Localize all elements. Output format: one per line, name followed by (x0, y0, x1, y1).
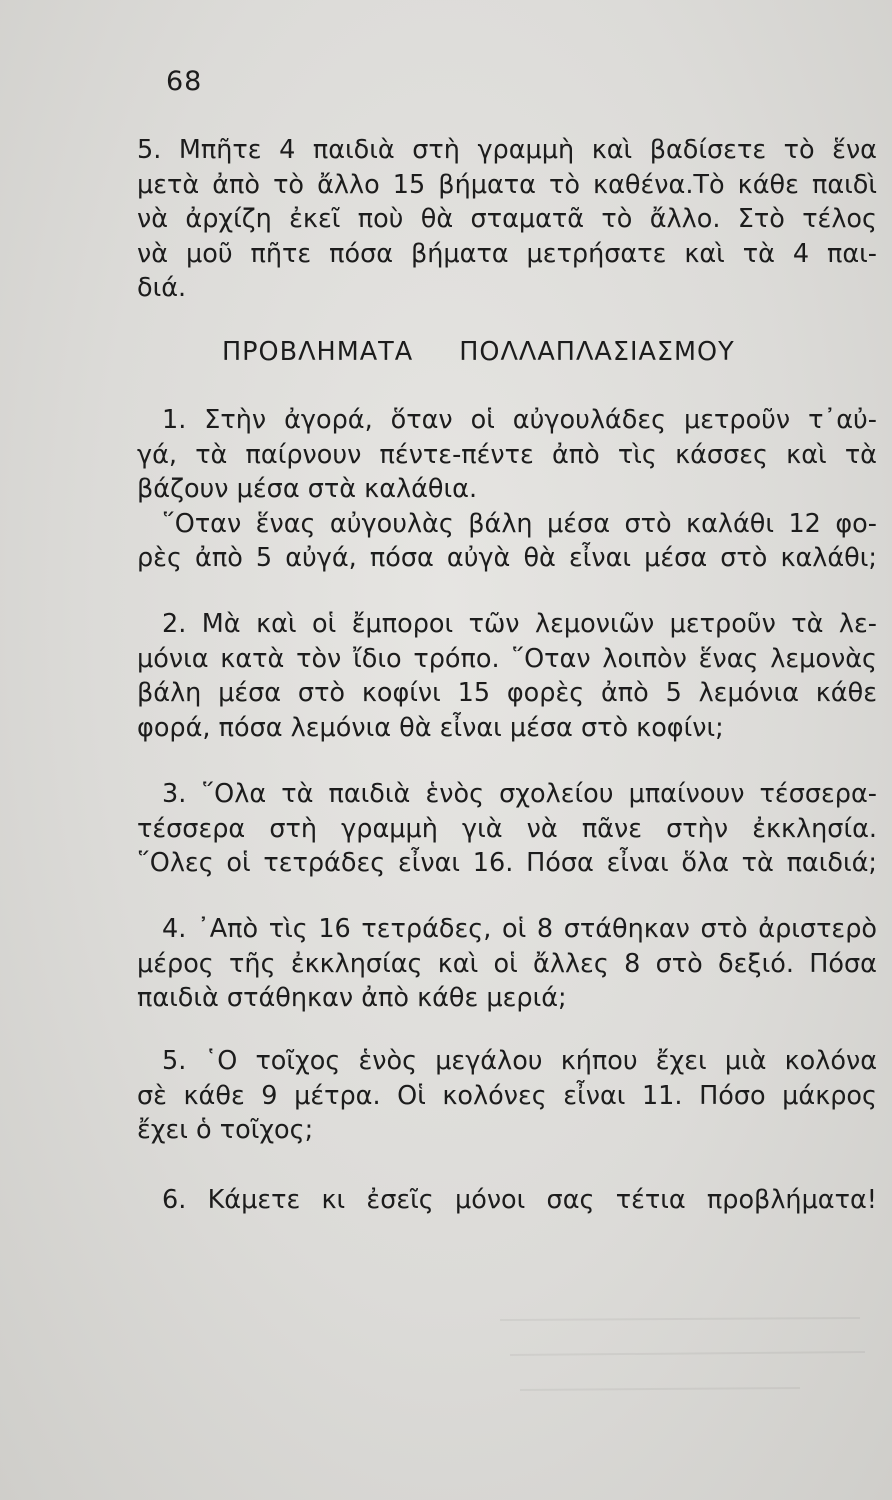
text-line: παιδιὰ στάθηκαν ἀπὸ κάθε μεριά; (137, 983, 567, 1013)
text-line: 5. ῾Ο τοῖχος ἑνὸς μεγάλου κήπου ἔχει μιὰ κολόνα (162, 1046, 877, 1076)
text-line: βάλη μέσα στὸ κοφίνι 15 φορὲς ἀπὸ 5 λεμόνια κάθε (137, 678, 877, 708)
problem-6 (137, 1183, 877, 1218)
section-heading (222, 337, 735, 367)
text-line: 4. ᾽Απὸ τὶς 16 τετράδες, οἱ 8 στάθηκαν στὸ ἀριστερὸ (162, 914, 877, 944)
text-line: 3. ῞Ολα τὰ παιδιὰ ἑνὸς σχολείου μπαίνουν τέσσερα- (162, 779, 877, 809)
text-line: φορά, πόσα λεμόνια θὰ εἶναι μέσα στὸ κοφίνι; (137, 712, 724, 743)
text-line: ρὲς ἀπὸ 5 αὐγά, πόσα αὐγὰ θὰ εἶναι μέσα στὸ καλάθι; (137, 543, 877, 573)
text-line: γά, τὰ παίρνουν πέντε-πέντε ἀπὸ τὶς κάσσες καὶ τὰ (137, 439, 877, 470)
text-line: ῞Οταν ἕνας αὐγουλὰς βάλη μέσα στὸ καλάθι 12 φο- (162, 508, 877, 539)
text-line: 6. Κάμετε κι ἐσεῖς μόνοι σας τέτια προβλήματα! (162, 1185, 877, 1215)
text-line: σὲ κάθε 9 μέτρα. Οἱ κολόνες εἶναι 11. Πόσο μάκρος (137, 1080, 877, 1111)
problem-2 (137, 607, 877, 745)
bleed-through-texture (500, 1300, 870, 1420)
text-line: 5. Μπῆτε 4 παιδιὰ στὴ γραμμὴ καὶ βαδίσετε τὸ ἕνα (137, 135, 877, 165)
text-line: νὰ μοῦ πῆτε πόσα βήματα μετρήσατε καὶ τὰ 4 παι- (137, 238, 877, 269)
intro-exercise (137, 133, 877, 306)
text-line: 1. Στὴν ἀγορά, ὅταν οἱ αὐγουλάδες μετροῦν τ᾽αὐ- (162, 405, 877, 435)
problem-3 (137, 777, 877, 881)
problem-1 (137, 403, 877, 576)
heading-word: ΠΡΟΒΛΗΜΑΤΑ (222, 337, 414, 367)
problem-5 (137, 1044, 877, 1148)
text-line: 2. Μὰ καὶ οἱ ἔμποροι τῶν λεμονιῶν μετροῦν τὰ λε- (162, 609, 877, 639)
text-line: μετὰ ἀπὸ τὸ ἄλλο 15 βήματα τὸ καθένα.Τὸ κάθε παιδὶ (137, 169, 877, 200)
text-line: μέρος τῆς ἐκκλησίας καὶ οἱ ἄλλες 8 στὸ δεξιό. Πόσα (137, 948, 877, 979)
text-line: ἔχει ὁ τοῖχος; (137, 1115, 314, 1145)
page-number: 68 (166, 66, 203, 97)
text-line: μόνια κατὰ τὸν ἴδιο τρόπο. ῞Οταν λοιπὸν ἕνας λεμονὰς (137, 643, 877, 674)
text-line: ῞Ολες οἱ τετράδες εἶναι 16. Πόσα εἶναι ὅλα τὰ παιδιά; (137, 848, 877, 878)
text-line: νὰ ἀρχίζη ἐκεῖ ποὺ θὰ σταματᾶ τὸ ἄλλο. Στὸ τέλος (137, 204, 877, 234)
problem-4 (137, 912, 877, 1016)
heading-word: ΠΟΛΛΑΠΛΑΣΙΑΣΜΟΥ (459, 337, 735, 367)
text-line: τέσσερα στὴ γραμμὴ γιὰ νὰ πᾶνε στὴν ἐκκλησία. (137, 813, 877, 844)
text-line: βάζουν μέσα στὰ καλάθια. (137, 474, 478, 504)
text-line: διά. (137, 273, 187, 303)
